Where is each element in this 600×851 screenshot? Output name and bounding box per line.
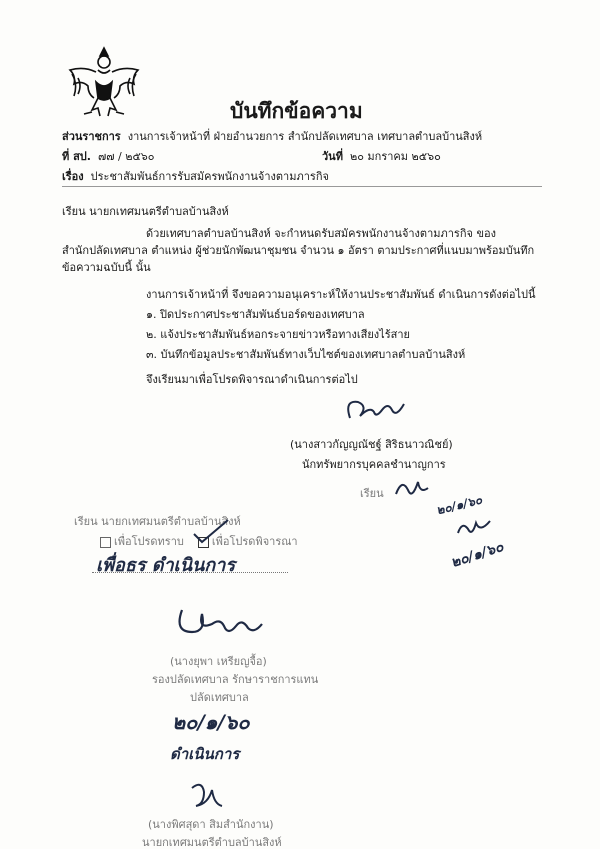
closing-text: จึงเรียนมาเพื่อโปรดพิจารณาดำเนินการต่อไป <box>146 373 358 386</box>
review-option-1: เพื่อโปรดทราบ <box>114 535 184 548</box>
ref-row <box>62 147 154 165</box>
subject-value: ประชาสัมพันธ์การรับสมัครพนักงานจ้างตามภารกิจ <box>90 170 329 183</box>
review-salutation: เรียน นายกเทศมนตรีตำบลบ้านสิงห์ <box>74 515 241 528</box>
signer1-name: (นางสาวกัญญณัชฐ์ สิริธนาวณิชย์) <box>290 438 453 451</box>
initial-mark <box>392 474 432 504</box>
review-handwritten: เพื่อธร ดำเนินการ <box>96 555 235 576</box>
review-option-2: เพื่อโปรดพิจารณา <box>211 535 298 548</box>
garuda-emblem-icon <box>66 42 142 122</box>
signer2-date: ๒๐/๑/๖๐ <box>172 710 250 734</box>
agency-value: งานการเจ้าหน้าที่ ฝ่ายอำนวยการ สำนักปลัดเทศบาล เทศบาลตำบลบ้านสิงห์ <box>127 130 483 143</box>
list-item: ๑. ปิดประกาศประชาสัมพันธ์บอร์ดของเทศบาล <box>146 308 365 321</box>
ref-label: ที่ สป. <box>62 150 91 163</box>
approval-position: นายกเทศมนตรีตำบลบ้านสิงห์ <box>142 836 282 849</box>
para1-line3: ข้อความฉบับนี้ นั้น <box>62 261 151 274</box>
handwritten-date: ๒๐/๑/๖๐ <box>434 492 484 518</box>
date-value: ๒๐ มกราคม ๒๕๖๐ <box>349 150 441 163</box>
ref-value: ๗๗ / ๒๕๖๐ <box>97 150 155 163</box>
signer1-faint-label: เรียน <box>360 487 384 500</box>
memo-title: บันทึกข้อความ <box>230 98 363 123</box>
handwritten-date-2: ๒๐/๑/๖๐ <box>448 538 506 572</box>
dotted-line <box>92 572 288 573</box>
para1-line1: ด้วยเทศบาลตำบลบ้านสิงห์ จะกำหนดรับสมัครพนักงานจ้างตามภารกิจ ของ <box>146 227 496 240</box>
signature-3 <box>184 778 224 812</box>
signer2-position-2: ปลัดเทศบาล <box>190 691 249 704</box>
list-item: ๓. บันทึกข้อมูลประชาสัมพันธ์ทางเว็บไซต์ของเทศบาลตำบลบ้านสิงห์ <box>146 348 466 361</box>
date-row <box>322 147 441 165</box>
subject-label: เรื่อง <box>62 170 84 183</box>
para2: งานการเจ้าหน้าที่ จึงขอความอนุเคราะห์ให้งานประชาสัมพันธ์ ดำเนินการดังต่อไปนี้ <box>146 288 536 301</box>
initial-mark-2 <box>454 515 494 541</box>
signer1-position: นักทรัพยากรบุคคลชำนาญการ <box>302 458 446 471</box>
approval-name: (นางพิศสุดา สิมสำนักงาน) <box>148 818 274 831</box>
checkbox-icon <box>100 537 111 548</box>
approval-handwritten: ดำเนินการ <box>170 745 240 763</box>
para1-line2: สำนักปลัดเทศบาล ตำแหน่ง ผู้ช่วยนักพัฒนาชุมชน จำนวน ๑ อัตรา ตามประกาศที่แนบมาพร้อมบันทึก <box>62 244 535 257</box>
list-item: ๒. แจ้งประชาสัมพันธ์หอกระจายข่าวหรือทางเสียงไร้สาย <box>146 328 410 341</box>
signature-1 <box>336 392 416 428</box>
subject-row <box>62 167 329 185</box>
signer2-name: (นางยุพา เหรียญจื้อ) <box>170 655 267 668</box>
header-divider <box>62 186 542 187</box>
signer2-position-1: รองปลัดเทศบาล รักษาราชการแทน <box>152 673 319 686</box>
agency-row <box>62 127 482 145</box>
agency-label: ส่วนราชการ <box>62 130 121 143</box>
checkmark-icon <box>190 518 230 546</box>
salutation: เรียน นายกเทศมนตรีตำบลบ้านสิงห์ <box>62 205 229 218</box>
signature-2 <box>172 602 272 642</box>
date-label: วันที่ <box>322 150 343 163</box>
